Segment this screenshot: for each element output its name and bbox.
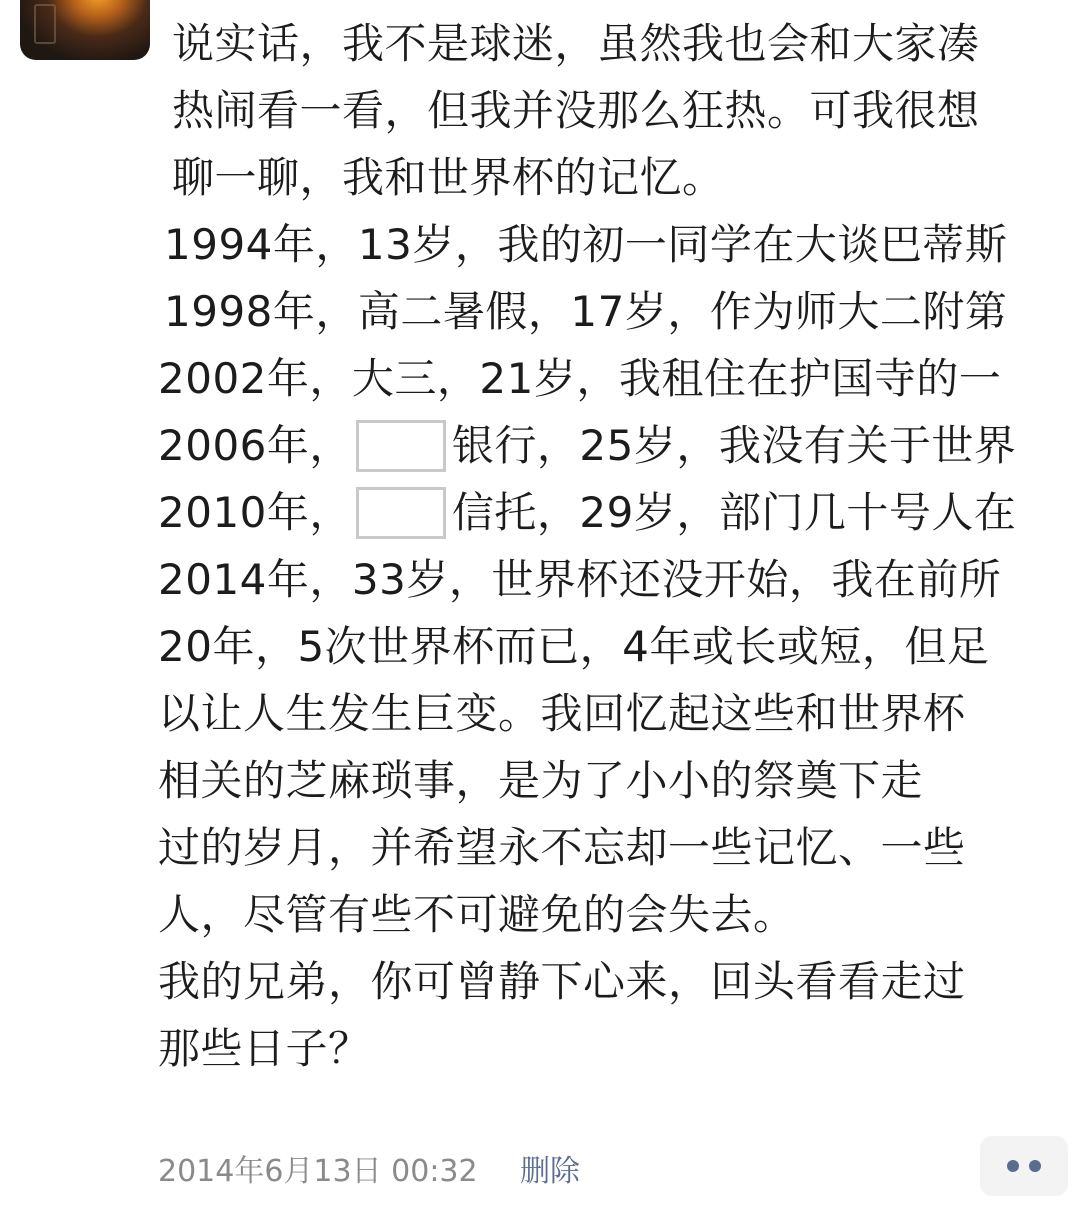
post-line-segment: 2006年， xyxy=(158,421,352,470)
redacted-box xyxy=(356,420,446,472)
avatar-decoration xyxy=(34,4,56,44)
post-line: 过的岁月，并希望永不忘却一些记忆、一些 xyxy=(158,823,966,872)
post-line: 聊一聊，我和世界杯的记忆。 xyxy=(172,153,725,202)
delete-button[interactable]: 删除 xyxy=(520,1154,580,1189)
post-line: 热闹看一看，但我并没那么狂热。可我很想 xyxy=(172,86,980,135)
post-line-redacted xyxy=(158,412,1068,479)
post-line: 我的兄弟，你可曾静下心来，回头看看走过 xyxy=(158,957,966,1006)
redacted-box xyxy=(356,487,446,539)
post-line-segment: 银行，25岁，我没有关于世界 xyxy=(451,421,1017,470)
post-body xyxy=(158,10,1068,1082)
post-line: 2002年，大三，21岁，我租住在护国寺的一 xyxy=(158,354,1002,403)
post-line-segment: 2010年， xyxy=(158,488,352,537)
post-timestamp: 2014年6月13日 00:32 xyxy=(158,1154,478,1189)
post-line: 人，尽管有些不可避免的会失去。 xyxy=(158,890,796,939)
more-dots-icon xyxy=(1029,1160,1041,1172)
more-options-button[interactable] xyxy=(980,1136,1068,1196)
more-dots-icon xyxy=(1007,1160,1019,1172)
post-line: 以让人生发生巨变。我回忆起这些和世界杯 xyxy=(158,689,966,738)
post-line: 那些日子？ xyxy=(158,1024,371,1073)
post-line: 说实话，我不是球迷，虽然我也会和大家凑 xyxy=(172,19,980,68)
avatar[interactable] xyxy=(20,0,150,60)
post-line: 2014年，33岁，世界杯还没开始，我在前所 xyxy=(158,555,1002,604)
post-line: 20年，5次世界杯而已，4年或长或短，但足 xyxy=(158,622,990,671)
post-line: 相关的芝麻琐事，是为了小小的祭奠下走 xyxy=(158,756,924,805)
post-line: 1998年，高二暑假，17岁，作为师大二附第 xyxy=(164,287,1008,336)
post-line-redacted xyxy=(158,479,1068,546)
post-line: 1994年，13岁，我的初一同学在大谈巴蒂斯 xyxy=(164,220,1008,269)
post-line-segment: 信托，29岁，部门几十号人在 xyxy=(451,488,1017,537)
